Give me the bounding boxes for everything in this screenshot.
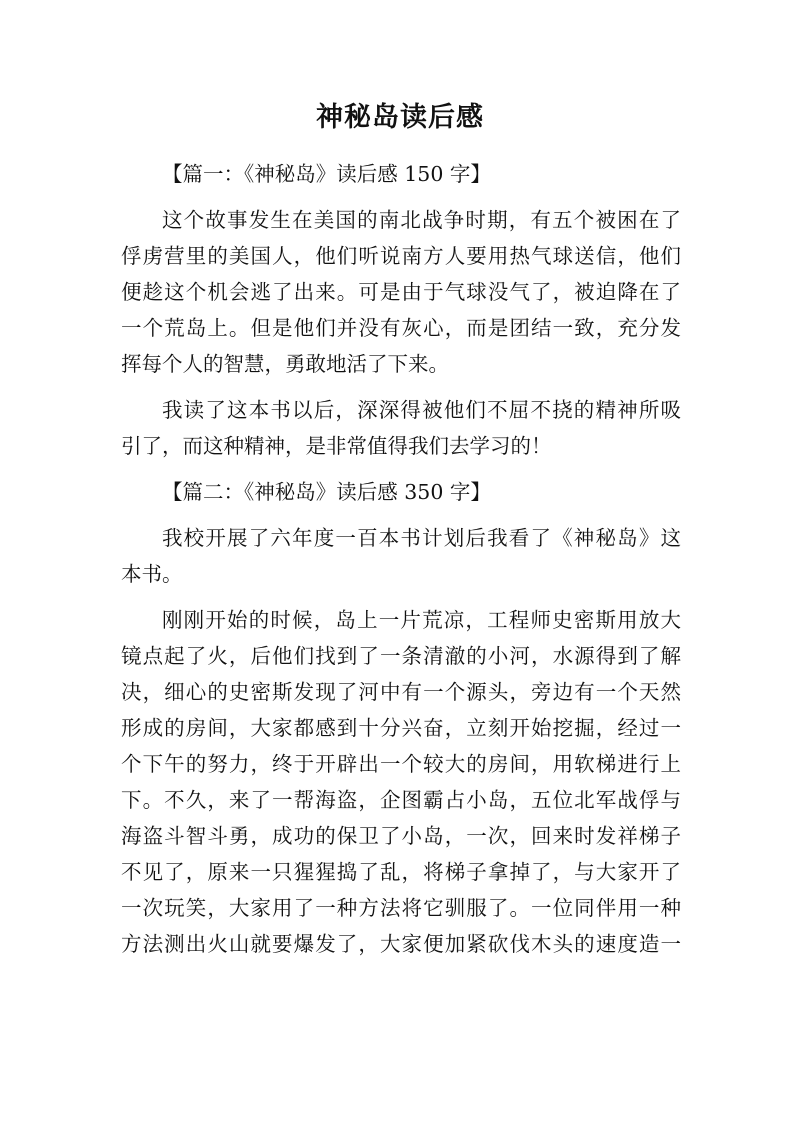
paragraph-4-line: 一次玩笑，大家用了一种方法将它驯服了。一位同伴用一种 — [121, 896, 681, 920]
document-body — [121, 156, 681, 962]
paragraph-1-line: 俘虏营里的美国人，他们听说南方人要用热气球送信，他们 — [121, 244, 681, 268]
paragraph-3-line: 本书。 — [121, 562, 183, 586]
paragraph-1-line: 挥每个人的智慧，勇敢地活了下来。 — [121, 352, 449, 376]
paragraph-4-line: 下。不久，来了一帮海盗，企图霸占小岛，五位北军战俘与 — [121, 788, 681, 812]
paragraph-3-line: 我校开展了六年度一百本书计划后我看了《神秘岛》这 — [162, 526, 681, 550]
paragraph-4-line: 海盗斗智斗勇，成功的保卫了小岛，一次，回来时发祥梯子 — [121, 824, 681, 848]
paragraph-4-line: 不见了，原来一只猩猩捣了乱，将梯子拿掉了，与大家开了 — [121, 860, 681, 884]
paragraph-4-line: 镜点起了火，后他们找到了一条清澈的小河，水源得到了解 — [121, 644, 681, 668]
paragraph-1-line: 这个故事发生在美国的南北战争时期，有五个被困在了 — [162, 208, 681, 232]
paragraph-4-line: 形成的房间，大家都感到十分兴奋，立刻开始挖掘，经过一 — [121, 716, 681, 740]
paragraph-2-line: 我读了这本书以后，深深得被他们不屈不挠的精神所吸 — [162, 398, 681, 422]
page-title: 神秘岛读后感 — [316, 102, 484, 133]
paragraph-4-line: 决，细心的史密斯发现了河中有一个源头，旁边有一个天然 — [121, 680, 681, 704]
paragraph-2-line: 引了，而这种精神，是非常值得我们去学习的！ — [121, 434, 552, 458]
paragraph-1-line: 便趁这个机会逃了出来。可是由于气球没气了，被迫降在了 — [121, 280, 681, 304]
paragraph-4-line: 方法测出火山就要爆发了，大家便加紧砍伐木头的速度造一 — [121, 932, 681, 956]
paragraph-4-line: 刚刚开始的时候，岛上一片荒凉，工程师史密斯用放大 — [162, 608, 681, 632]
paragraph-4-line: 个下午的努力，终于开辟出一个较大的房间，用软梯进行上 — [121, 752, 681, 776]
paragraph-1-line: 一个荒岛上。但是他们并没有灰心，而是团结一致，充分发 — [121, 316, 681, 340]
section-heading-2: 【篇二：《神秘岛》读后感 350 字】 — [162, 480, 491, 504]
section-heading-1: 【篇一：《神秘岛》读后感 150 字】 — [162, 162, 491, 186]
